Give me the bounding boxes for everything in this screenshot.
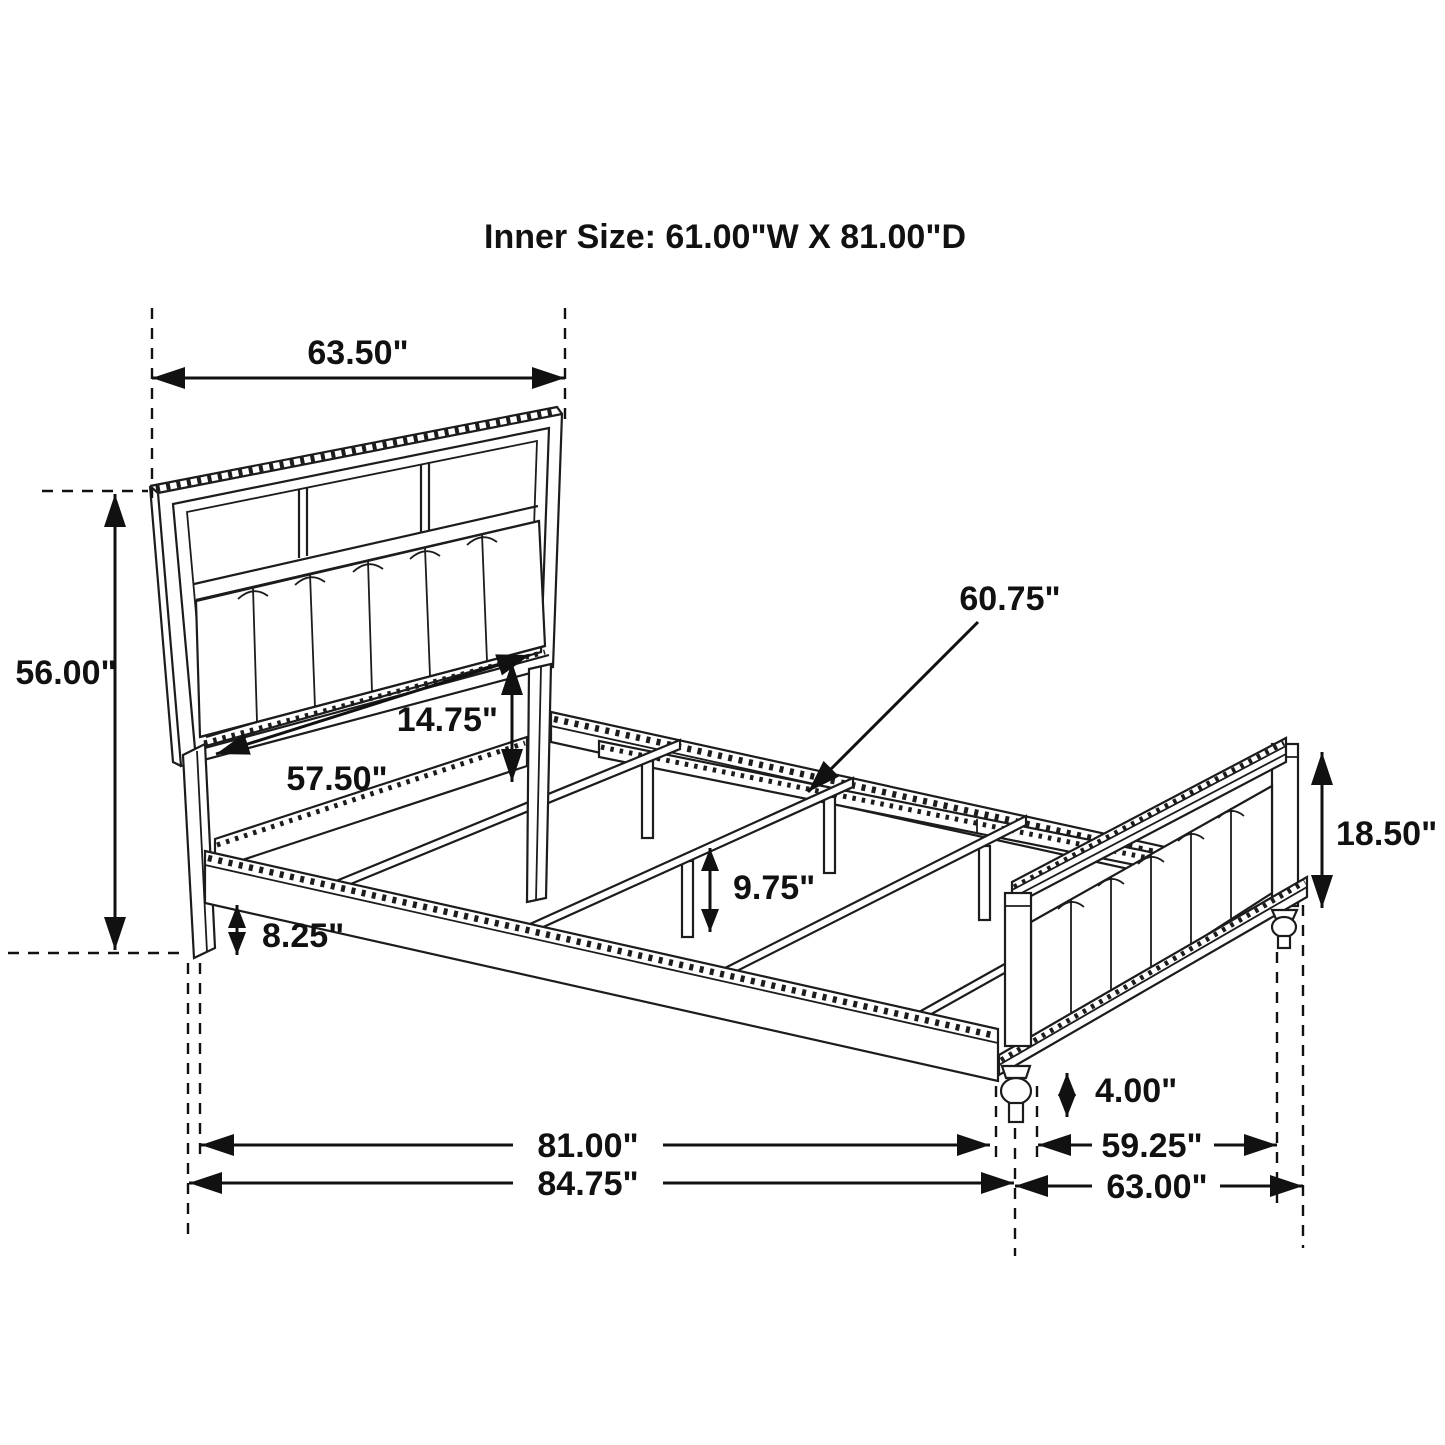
- dim-footboard-inner-width: [1038, 1127, 1277, 1165]
- dim-label-rail-floor-clearance: 8.25": [262, 917, 345, 955]
- dim-label-overall-length: 84.75": [537, 1165, 639, 1203]
- dim-label-inner-length: 81.00": [537, 1127, 639, 1165]
- footboard-post-left: [1005, 893, 1031, 1046]
- dim-label-panel-bottom-to-rail: 14.75": [396, 701, 498, 739]
- slat: [919, 961, 1010, 1021]
- dim-label-headboard-height: 56.00": [15, 654, 117, 692]
- dim-label-footboard-height: 18.50": [1336, 815, 1438, 853]
- dim-label-footboard-overall-width: 63.00": [1106, 1168, 1208, 1206]
- slat-support-leg: [682, 861, 693, 937]
- head-cross-rail: [215, 737, 527, 869]
- dim-label-slat-support-height: 9.75": [733, 869, 816, 907]
- dim-inner-length: [201, 1127, 990, 1165]
- dim-label-foot-height: 4.00": [1095, 1072, 1178, 1110]
- dim-label-slat-length: 60.75": [959, 580, 1061, 618]
- dim-headboard-width: [152, 334, 565, 378]
- diagram-title: Inner Size: 61.00"W X 81.00"D: [484, 218, 966, 256]
- dim-footboard-height: [1322, 752, 1437, 908]
- dim-footboard-overall-width: [1015, 1168, 1303, 1206]
- dim-label-headboard-panel-width: 57.50": [286, 760, 388, 798]
- dim-label-footboard-inner-width: 59.25": [1101, 1127, 1203, 1165]
- dim-foot-height: [1067, 1072, 1177, 1117]
- dim-slat-length: [808, 580, 1061, 792]
- dim-slat-support-height: [710, 848, 815, 932]
- footboard-foot-right: [1272, 910, 1297, 948]
- slat-support-leg: [642, 761, 653, 838]
- slat-support-leg: [824, 797, 835, 873]
- footboard: [999, 738, 1307, 1122]
- side-rail-near: [205, 851, 998, 1081]
- footboard-foot-left: [1001, 1066, 1031, 1122]
- dim-label-headboard-width: 63.50": [307, 334, 409, 372]
- slat-support-leg: [979, 846, 990, 920]
- dim-overall-length: [189, 1165, 1014, 1203]
- dim-headboard-height: [15, 494, 116, 950]
